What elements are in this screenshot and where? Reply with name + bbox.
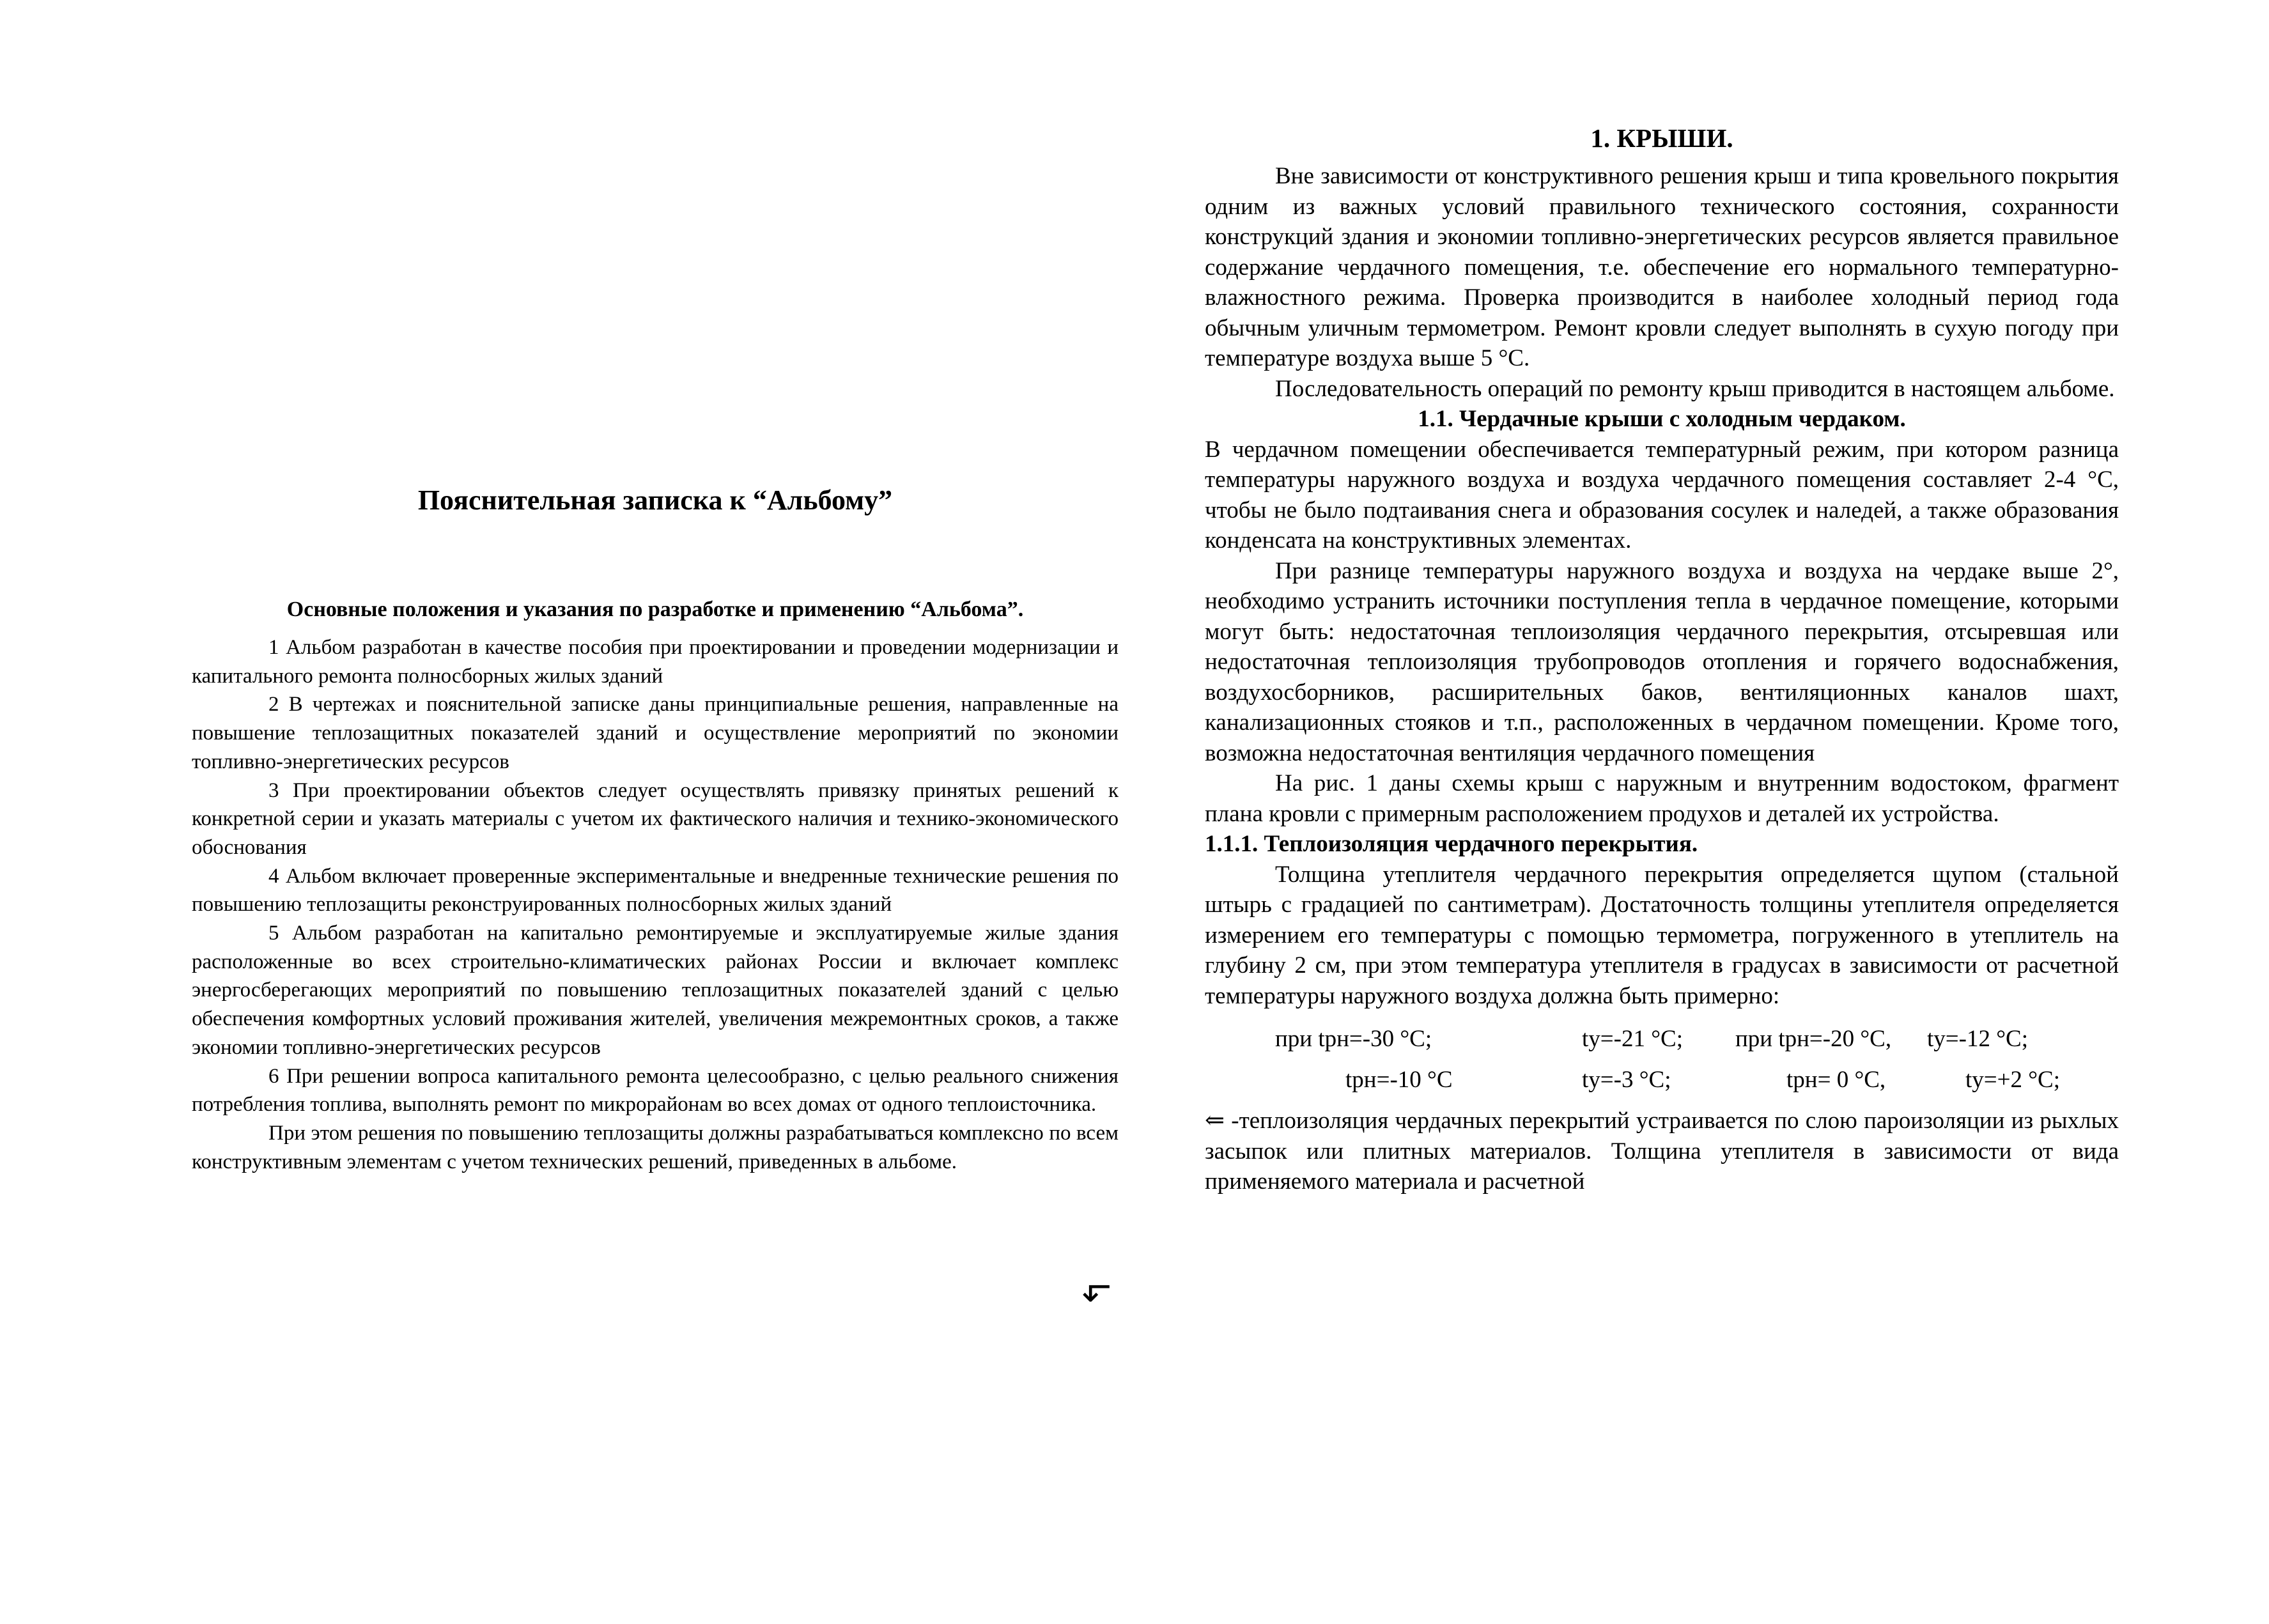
section-heading-1-1: 1.1. Чердачные крыши с холодным чердаком. <box>1418 406 1906 432</box>
left-column <box>192 483 1119 1176</box>
roof-paragraph-6: Толщина утеплителя чердачного перекрытия определяется щупом (стальной штырь с градацией по сантиметрам). Достаточность толщины утеплителя определяется измерением его температуры с помощью термометра, погруженного в утеплитель на глубину 2 см, при этом температура утеплителя в градусах в зависимости от расчетной температуры наружного воздуха должна быть примерно: <box>1205 861 2119 1009</box>
roof-paragraph-1: Вне зависимости от конструктивного решения крыш и типа кровельного покрытия одним из важных условий правильного технического состояния, сохранности конструкций здания и экономии топливно-энергетических ресурсов является правильное содержание чердачного помещения, т.е. обеспечение его нормального температурно-влажностного режима. Проверка производится в наиболее холодный период года обычным уличным термометром. Ремонт кровли следует выполнять в сухую погоду при температуре воздуха выше 5 °С. <box>1205 163 2119 371</box>
roof-paragraph-5: На рис. 1 даны схемы крыш с наружным и внутренним водостоком, фрагмент плана кровли с примерным расположением продухов и деталей их устройства. <box>1205 770 2119 827</box>
formula-cell: при tрн=-20 °С, <box>1735 1026 1892 1052</box>
roof-paragraph-3: В чердачном помещении обеспечивается температурный режим, при котором разница температуры наружного воздуха и воздуха чердачного помещения составляет 2-4 °С, чтобы не было подтаивания снега и образования сосулек и наледей, а также образования конденсата на конструктивных элементах. <box>1205 436 2119 553</box>
left-page <box>0 0 1134 1624</box>
formula-cell: tрн= 0 °С, <box>1786 1067 1886 1093</box>
right-page <box>1134 0 2269 1624</box>
note-paragraph-6: 6 При решении вопроса капитального ремонта целесообразно, с целью реального снижения потребления топлива, выполнять ремонт по микрорайонам во всех домах от одного теплоисточника. <box>192 1064 1119 1117</box>
formula-row-2 <box>1275 1060 2119 1101</box>
note-paragraph-4: 4 Альбом включает проверенные экспериментальные и внедренные технические решения по повышению теплозащиты реконструированных полносборных жилых зданий <box>192 864 1119 916</box>
section-heading-1-1-1: 1.1.1. Теплоизоляция чердачного перекрытия. <box>1205 831 1698 857</box>
formula-cell: tу=-3 °С; <box>1582 1067 1671 1093</box>
note-paragraph-5: 5 Альбом разработан на капитально ремонтируемые и эксплуатируемые жилые здания расположенные во всех строительно-климатических районах России и включает комплекс энергосберегающих мероприятий по повышению теплозащитных показателей зданий с целью обеспечения комфортных условий проживания жителей, увеличения межремонтных сроков, а также экономии топливно-энергетических ресурсов <box>192 922 1119 1059</box>
roof-paragraph-7: ⇐ -теплоизоляция чердачных перекрытий устраивается по слою пароизоляции из рыхлых засыпок или плитных материалов. Толщина утеплителя в зависимости от вида применяемого материала и расчетной <box>1205 1108 2119 1195</box>
continue-arrow-icon: ↳ <box>1074 1278 1116 1308</box>
formula-cell: при tрн=-30 °С; <box>1275 1026 1432 1052</box>
formula-cell: tу=-12 °С; <box>1927 1026 2028 1052</box>
formula-cell: tу=-21 °С; <box>1582 1026 1683 1052</box>
formula-row-1 <box>1275 1019 2119 1060</box>
note-subtitle: Основные положения и указания по разработке и применению “Альбома”. <box>286 598 1024 621</box>
chapter-title: 1. КРЫШИ. <box>1590 123 1733 153</box>
roof-paragraph-4: При разнице температуры наружного воздуха и воздуха на чердаке выше 2°, необходимо устранить источники поступления тепла в чердачное помещение, которыми могут быть: недостаточная теплоизоляция чердачного перекрытия, отсыревшая или недостаточная теплоизоляция трубопроводов отопления и горячего водоснабжения, воздухосборников, расширительных баков, вентиляционных каналов шахт, канализационных стояков и т.п., расположенных в чердачном помещении. Кроме того, возможна недостаточная вентиляция чердачного помещения <box>1205 557 2119 766</box>
formula-cell: tрн=-10 °С <box>1345 1067 1453 1093</box>
note-title: Пояснительная записка к “Альбому” <box>417 484 893 516</box>
note-paragraph-3: 3 При проектировании объектов следует осуществлять привязку принятых решений к конкретной серии и указать материалы с учетом их фактического наличия и технико-экономического обоснования <box>192 778 1119 859</box>
formula-cell: tу=+2 °С; <box>1965 1067 2061 1093</box>
temperature-formula <box>1205 1019 2119 1101</box>
right-column <box>1205 121 2119 1197</box>
note-paragraph-2: 2 В чертежах и пояснительной записке даны принципиальные решения, направленные на повышение теплозащитных показателей зданий и осуществление мероприятий по экономии топливно-энергетических ресурсов <box>192 693 1119 773</box>
roof-paragraph-2: Последовательность операций по ремонту крыш приводится в настоящем альбоме. <box>1275 375 2115 402</box>
note-paragraph-1: 1 Альбом разработан в качестве пособия при проектировании и проведении модернизации и капитального ремонта полносборных жилых зданий <box>192 636 1119 688</box>
note-paragraph-7: При этом решения по повышению теплозащиты должны разрабатываться комплексно по всем конструктивным элементам с учетом технических решений, приведенных в альбоме. <box>192 1121 1119 1173</box>
